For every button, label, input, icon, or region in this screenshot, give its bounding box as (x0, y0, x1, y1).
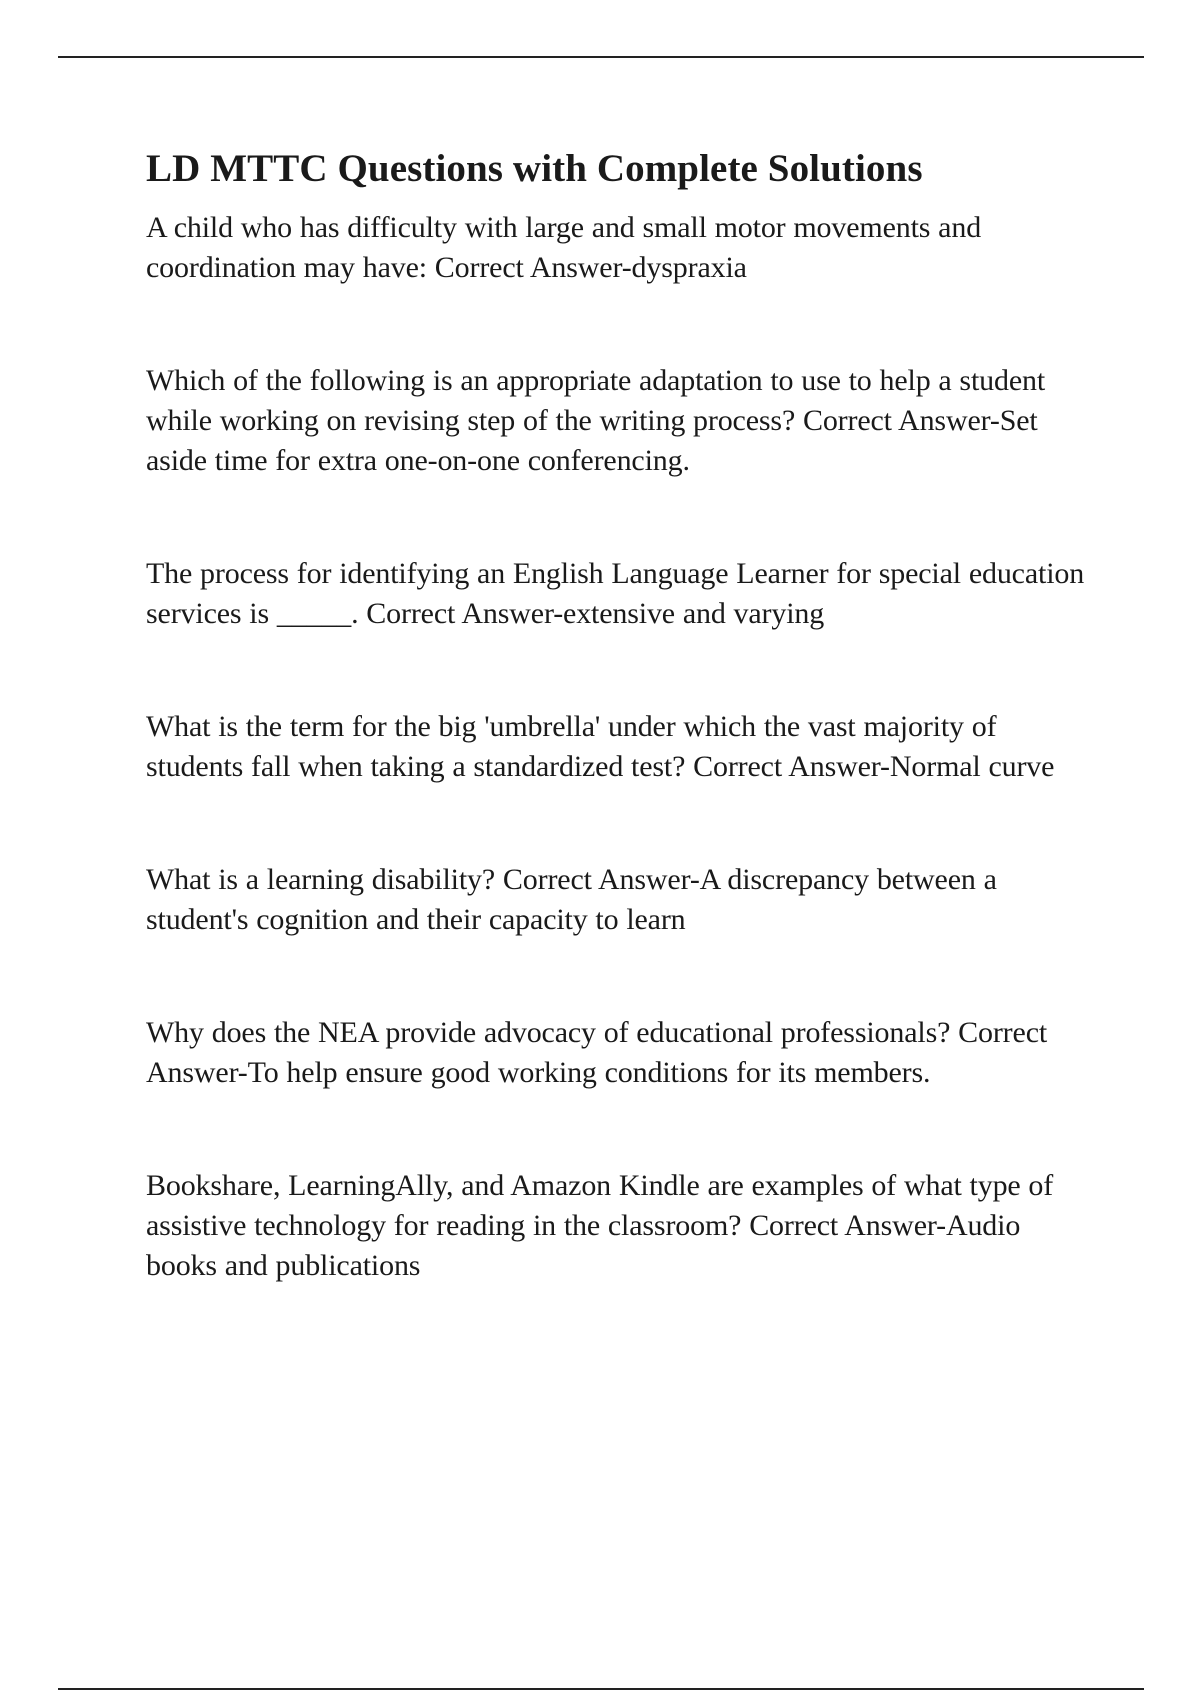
header-rule (58, 56, 1144, 58)
qa-item: Which of the following is an appropriate adaptation to use to help a student while working on revising step of the writing process? Correct Answer-Set aside time for extra one-on-one conferencing. (146, 364, 1046, 477)
qa-item: What is a learning disability? Correct Answer-A discrepancy between a student's cognition and their capacity to learn (146, 863, 997, 936)
qa-item: A child who has difficulty with large and small motor movements and coordination may have: Correct Answer-dyspraxia (146, 211, 982, 284)
qa-item: Bookshare, LearningAlly, and Amazon Kindle are examples of what type of assistive technology for reading in the classroom? Correct Answer-Audio books and publications (146, 1169, 1054, 1282)
qa-item: What is the term for the big 'umbrella' under which the vast majority of students fall when taking a standardized test? Correct Answer-Normal curve (146, 710, 1055, 783)
document-body (146, 144, 1086, 1286)
qa-item: The process for identifying an English Language Learner for special education services is _____. Correct Answer-extensive and varying (146, 557, 1085, 630)
footer-rule (58, 1688, 1144, 1690)
document-title: LD MTTC Questions with Complete Solutions (146, 147, 923, 190)
qa-item: Why does the NEA provide advocacy of educational professionals? Correct Answer-To help ensure good working conditions for its members. (146, 1016, 1048, 1089)
